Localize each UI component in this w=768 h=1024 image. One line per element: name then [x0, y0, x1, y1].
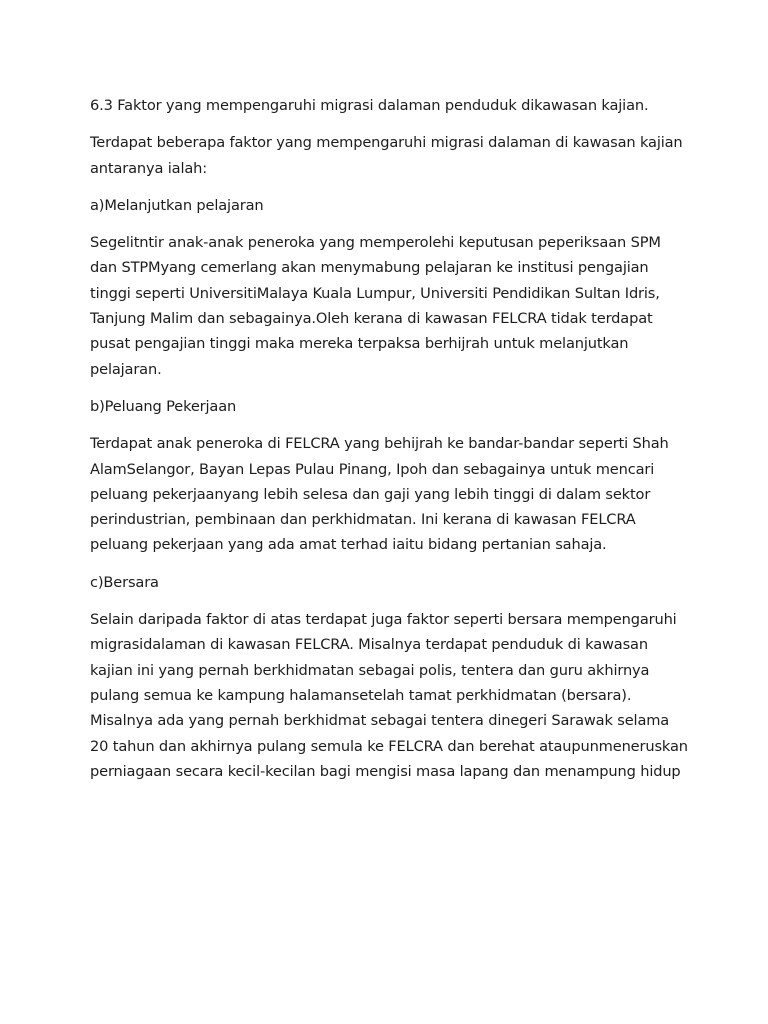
subheading-peluang-pekerjaan: b)Peluang Pekerjaan: [90, 397, 237, 415]
section-title: 6.3 Faktor yang mempengaruhi migrasi dalaman penduduk dikawasan kajian.: [90, 97, 649, 114]
subheading-bersara: c)Bersara: [90, 573, 159, 591]
subheading-melanjutkan-pelajaran: a)Melanjutkan pelajaran: [90, 196, 264, 214]
document-body: [90, 93, 690, 796]
paragraph-peluang-pekerjaan: Terdapat anak peneroka di FELCRA yang behijrah ke bandar-bandar seperti Shah AlamSelangor, Bayan Lepas Pulau Pinang, Ipoh dan sebagainya untuk mencari peluang pekerjaanyang lebih selesa dan gaji yang lebih tinggi di dalam sektor perindustrian, pembinaan dan perkhidmatan. Ini kerana di kawasan FELCRA peluang pekerjaan yang ada amat terhad iaitu bidang pertanian sahaja.: [90, 435, 669, 554]
paragraph-bersara: Selain daripada faktor di atas terdapat juga faktor seperti bersara mempengaruhi migrasidalaman di kawasan FELCRA. Misalnya terdapat penduduk di kawasan kajian ini yang pernah berkhidmatan sebagai polis, tentera dan guru akhirnya pulang semua ke kampung halamansetelah tamat perkhidmatan (bersara). Misalnya ada yang pernah berkhidmat sebagai tentera dinegeri Sarawak selama 20 tahun dan akhirnya pulang semula ke FELCRA dan berehat ataupunmeneruskan perniagaan secara kecil-kecilan bagi mengisi masa lapang dan menampung hidup: [90, 611, 688, 780]
intro-paragraph: Terdapat beberapa faktor yang mempengaruhi migrasi dalaman di kawasan kajian antaranya ialah:: [90, 134, 683, 177]
paragraph-melanjutkan-pelajaran: Segelitntir anak-anak peneroka yang memperolehi keputusan peperiksaan SPM dan STPMyang cemerlang akan menymabung pelajaran ke institusi pengajian tinggi seperti UniversitiMalaya Kuala Lumpur, Universiti Pendidikan Sultan Idris, Tanjung Malim dan sebagainya.Oleh kerana di kawasan FELCRA tidak terdapat pusat pengajian tinggi maka mereka terpaksa berhijrah untuk melanjutkan pelajaran.: [90, 234, 661, 378]
